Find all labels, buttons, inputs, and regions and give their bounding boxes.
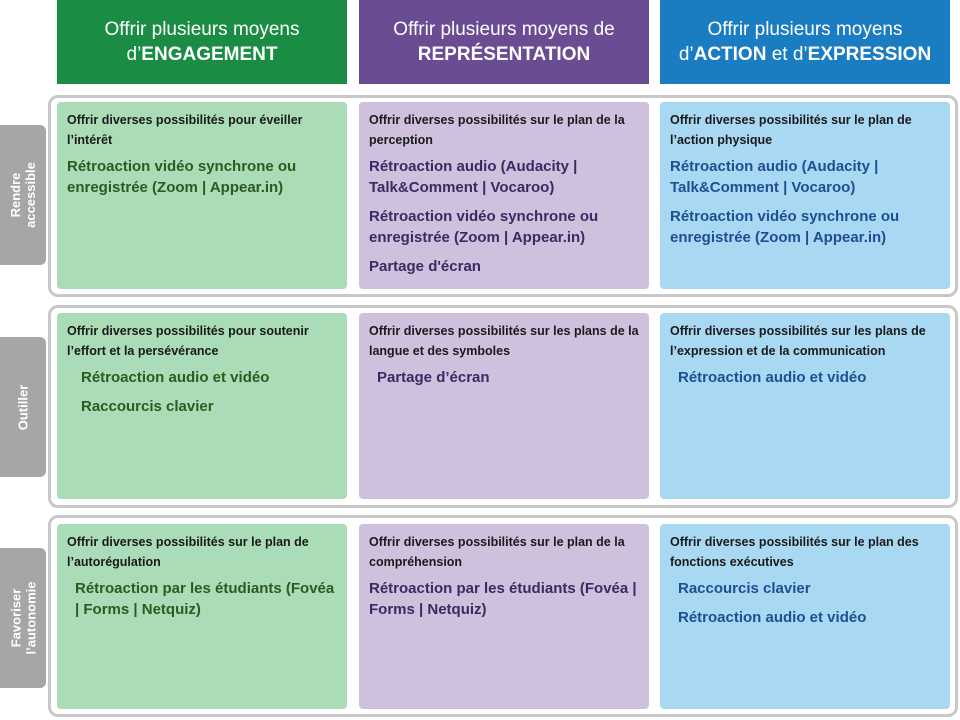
cell-heading: Offrir diverses possibilités sur le plan de la compréhension	[369, 535, 625, 569]
cell-heading: Offrir diverses possibilités sur le plan des fonctions exécutives	[670, 535, 919, 569]
cell-item: Rétroaction audio (Audacity | Talk&Comment | Vocaroo)	[369, 158, 578, 196]
column-header-action-expression	[660, 0, 950, 84]
row-label-line2: l’autonomie	[23, 581, 39, 655]
cell-item: Rétroaction audio et vidéo	[81, 369, 270, 386]
header-line2: d’ACTION et d’EXPRESSION	[678, 44, 932, 65]
cell-heading: Offrir diverses possibilités sur les plans de l’expression et de la communication	[670, 324, 926, 358]
row-label-line1: Favoriser	[8, 588, 24, 648]
cell-heading: Offrir diverses possibilités pour soutenir l’effort et la persévérance	[67, 324, 309, 358]
cell-autonomie-action	[660, 524, 950, 709]
cell-heading: Offrir diverses possibilités sur le plan de l’action physique	[670, 113, 912, 147]
cell-item: Partage d’écran	[377, 369, 490, 386]
cell-autonomie-engagement	[57, 524, 347, 709]
cell-outiller-action	[660, 313, 950, 499]
row-label-favoriser-autonomie	[0, 548, 46, 688]
row-label-line2: accessible	[23, 162, 38, 228]
cell-item: Rétroaction par les étudiants (Fovéa | Forms | Netquiz)	[369, 580, 637, 618]
row-label-rendre-accessible	[0, 125, 46, 265]
cell-item: Rétroaction vidéo synchrone ou enregistrée (Zoom | Appear.in)	[670, 208, 900, 246]
cell-item: Raccourcis clavier	[81, 398, 214, 415]
cell-item: Rétroaction vidéo synchrone ou enregistrée (Zoom | Appear.in)	[67, 158, 297, 196]
cell-accessible-engagement	[57, 102, 347, 289]
row-label-line1: Rendre	[8, 172, 23, 218]
row-label-line1: Outiller	[15, 384, 31, 430]
cell-heading: Offrir diverses possibilités sur le plan de la perception	[369, 113, 625, 147]
cell-item: Rétroaction audio (Audacity | Talk&Comment | Vocaroo)	[670, 158, 879, 196]
cell-item: Rétroaction audio et vidéo	[678, 369, 867, 386]
header-line1: Offrir plusieurs moyens	[707, 19, 903, 40]
cell-item: Rétroaction par les étudiants (Fovéa | Forms | Netquiz)	[75, 580, 335, 618]
header-line1: Offrir plusieurs moyens	[104, 19, 300, 40]
cell-heading: Offrir diverses possibilités sur le plan de l’autorégulation	[67, 535, 309, 569]
cell-accessible-representation	[359, 102, 649, 289]
cell-item: Raccourcis clavier	[678, 580, 811, 597]
cell-item: Rétroaction audio et vidéo	[678, 609, 867, 626]
cell-heading: Offrir diverses possibilités sur les plans de la langue et des symboles	[369, 324, 639, 358]
header-line2: REPRÉSENTATION	[417, 44, 591, 65]
row-label-outiller	[0, 337, 46, 477]
cell-accessible-action	[660, 102, 950, 289]
cell-autonomie-representation	[359, 524, 649, 709]
header-line2: d’ENGAGEMENT	[126, 44, 278, 65]
header-line1: Offrir plusieurs moyens de	[393, 19, 615, 40]
cell-item: Partage d'écran	[369, 258, 481, 275]
cell-heading: Offrir diverses possibilités pour éveiller l’intérêt	[67, 113, 303, 147]
cell-outiller-engagement	[57, 313, 347, 499]
cell-outiller-representation	[359, 313, 649, 499]
column-header-representation	[359, 0, 649, 84]
column-header-engagement	[57, 0, 347, 84]
cell-item: Rétroaction vidéo synchrone ou enregistrée (Zoom | Appear.in)	[369, 208, 599, 246]
